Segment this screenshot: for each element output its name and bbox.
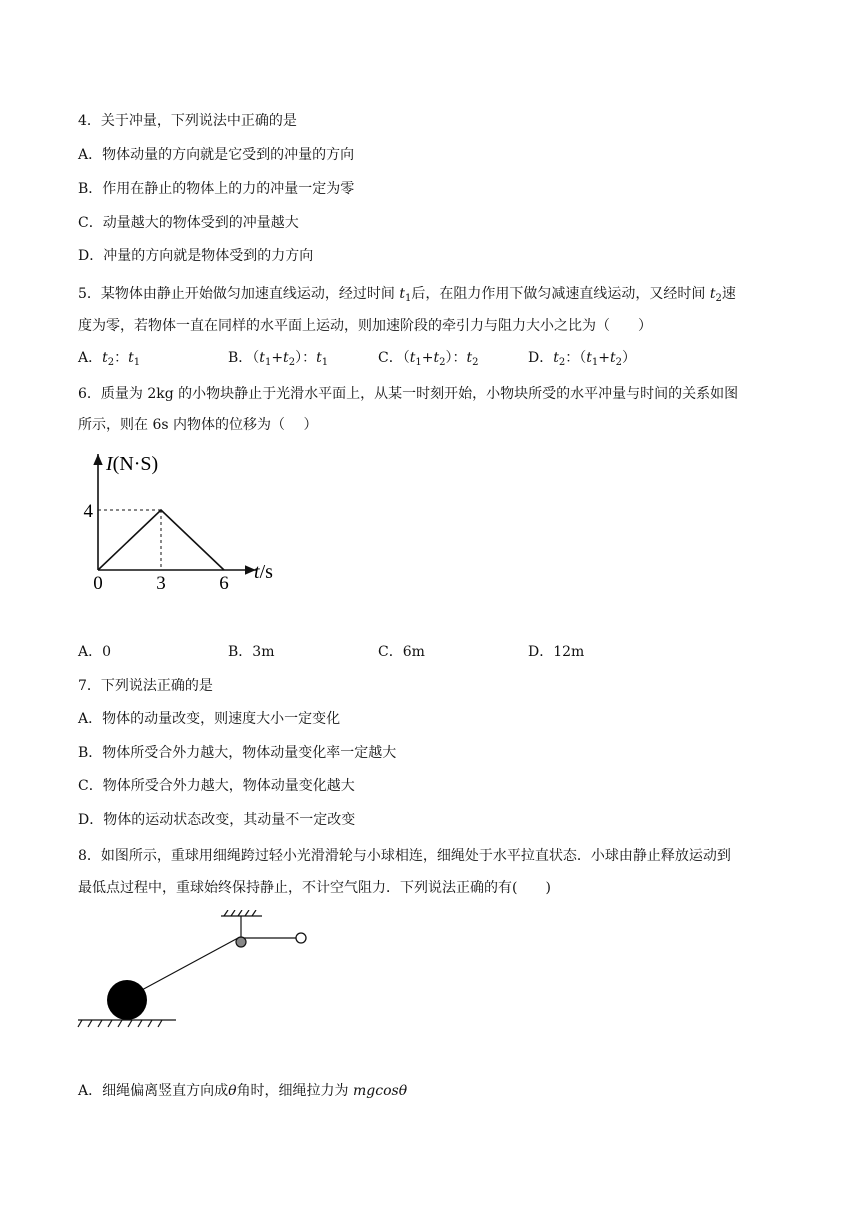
q5-text-a: 5．某物体由静止开始做匀加速直线运动，经过时间: [78, 286, 400, 302]
q8-opt-a-text: A．细绳偏离竖直方向成: [78, 1083, 229, 1099]
t2-sub: 2: [715, 293, 722, 304]
q7-option-b: B．物体所受合外力越大，物体动量变化率一定越大: [78, 745, 397, 761]
sub: 2: [439, 357, 446, 368]
q8-stem-line2: 最低点过程中，重球始终保持静止，不计空气阻力．下列说法正确的有( ): [78, 880, 551, 896]
t-var: t: [102, 350, 108, 366]
t-var: t: [283, 350, 289, 366]
t-var: t: [128, 350, 134, 366]
rparen: ）: [622, 350, 637, 366]
t-var: t: [316, 350, 322, 366]
plus: +: [421, 350, 434, 366]
x-tick-label: 0: [93, 573, 103, 594]
t1-sub: 1: [405, 293, 412, 304]
floor-ground: [78, 1020, 176, 1027]
plus: +: [271, 350, 284, 366]
t-var: t: [466, 350, 473, 366]
rparen: ）: [445, 350, 453, 366]
q5-option-d: D．$t_2$：$(t_1+t_2)$: [528, 350, 637, 368]
sub: 2: [615, 357, 623, 368]
q6-option-d: D．12m: [528, 644, 585, 660]
x-axis-var: t: [254, 561, 260, 583]
colon: ：: [114, 350, 129, 366]
y-axis-label: [105, 453, 158, 475]
q6-option-a: A．0: [78, 644, 112, 660]
q6-option-b: B．3m: [228, 644, 275, 660]
small-ball: [296, 933, 306, 943]
q6-stem-line1: 6．质量为 2kg 的小物块静止于光滑水平面上，从某一时刻开始，小物块所受的水平冲量与时间的关系如图: [78, 386, 739, 402]
sub: 1: [591, 357, 599, 368]
q5-text-b: 后，在阻力作用下做匀减速直线运动，又经时间: [411, 286, 710, 302]
t-var: t: [409, 350, 416, 366]
q8-opt-a-text2: 角时，细绳拉力为: [236, 1083, 354, 1099]
q4-option-c: C．动量越大的物体受到的冲量越大: [78, 215, 299, 231]
q5-stem-line1: [78, 284, 736, 309]
q7-option-d: D．物体的运动状态改变，其动量不一定改变: [78, 812, 356, 828]
q7-stem: 7．下列说法正确的是: [78, 678, 213, 694]
t-var: t: [553, 350, 559, 366]
sub: 1: [415, 357, 422, 368]
q5-option-b: [228, 348, 328, 373]
q4-stem: 4．关于冲量，下列说法中正确的是: [78, 113, 297, 129]
q5-opt-a-label: A．: [78, 350, 103, 366]
sub: 1: [264, 357, 272, 368]
x-tick-label: 3: [156, 573, 166, 594]
t-var: t: [586, 350, 592, 366]
pulley-diagram: [74, 910, 314, 1030]
q7-option-c: C．物体所受合外力越大，物体动量变化越大: [78, 778, 355, 794]
q6-option-c: C．6m: [378, 644, 425, 660]
y-axis-unit: (N·S): [112, 453, 159, 475]
q4-option-b: B．作用在静止的物体上的力的冲量一定为零: [78, 181, 355, 197]
pulley: [236, 937, 246, 947]
impulse-time-chart: [78, 446, 298, 596]
t-var: t: [259, 350, 265, 366]
q8-stem-line1: 8．如图所示，重球用细绳跨过轻小光滑滑轮与小球相连，细绳处于水平拉直状态．小球由静止释放运动到: [78, 848, 731, 864]
heavy-ball: [107, 980, 147, 1020]
t1-var: t: [399, 286, 405, 302]
x-tick-label: 6: [219, 573, 229, 594]
sub: 1: [133, 357, 141, 368]
tension-formula: mgcosθ: [353, 1083, 408, 1099]
q8-option-a: [78, 1081, 407, 1101]
q5-stem-line2: 度为零，若物体一直在同样的水平面上运动，则加速阶段的牵引力与阻力大小之比为（ ）: [78, 318, 652, 334]
q5-text-c: 速: [721, 286, 736, 302]
y-tick-label: 4: [83, 501, 93, 522]
sub: 2: [288, 357, 296, 368]
t2-var: t: [709, 286, 716, 302]
q5-opt-d-label: D．: [528, 350, 554, 366]
q7-option-a: A．物体的动量改变，则速度大小一定变化: [78, 711, 341, 727]
colon: ：: [452, 350, 467, 366]
x-axis-unit: /s: [259, 561, 273, 583]
sub: 1: [321, 357, 329, 368]
colon: ：: [302, 350, 317, 366]
q4-option-d: D．冲量的方向就是物体受到的力方向: [78, 248, 314, 264]
plus: +: [598, 350, 610, 366]
rparen: ）: [295, 350, 303, 366]
q5-opt-b-label: B．（: [228, 350, 260, 366]
x-axis-label: [254, 561, 273, 583]
q5-option-a: [78, 348, 140, 373]
sub: 2: [107, 357, 115, 368]
t-var: t: [433, 350, 440, 366]
q4-option-a: A．物体动量的方向就是它受到的冲量的方向: [78, 147, 355, 163]
q5-opt-c-label: C．（: [378, 350, 410, 366]
q5-option-c: [378, 348, 479, 373]
q6-stem-line2: 所示，则在 6s 内物体的位移为（ ）: [78, 417, 318, 433]
t-var: t: [610, 350, 616, 366]
y-axis-var: I: [106, 453, 113, 475]
colon: ：: [565, 350, 580, 366]
sub: 2: [558, 357, 566, 368]
theta-symbol: θ: [228, 1083, 237, 1099]
sub: 2: [472, 357, 479, 368]
